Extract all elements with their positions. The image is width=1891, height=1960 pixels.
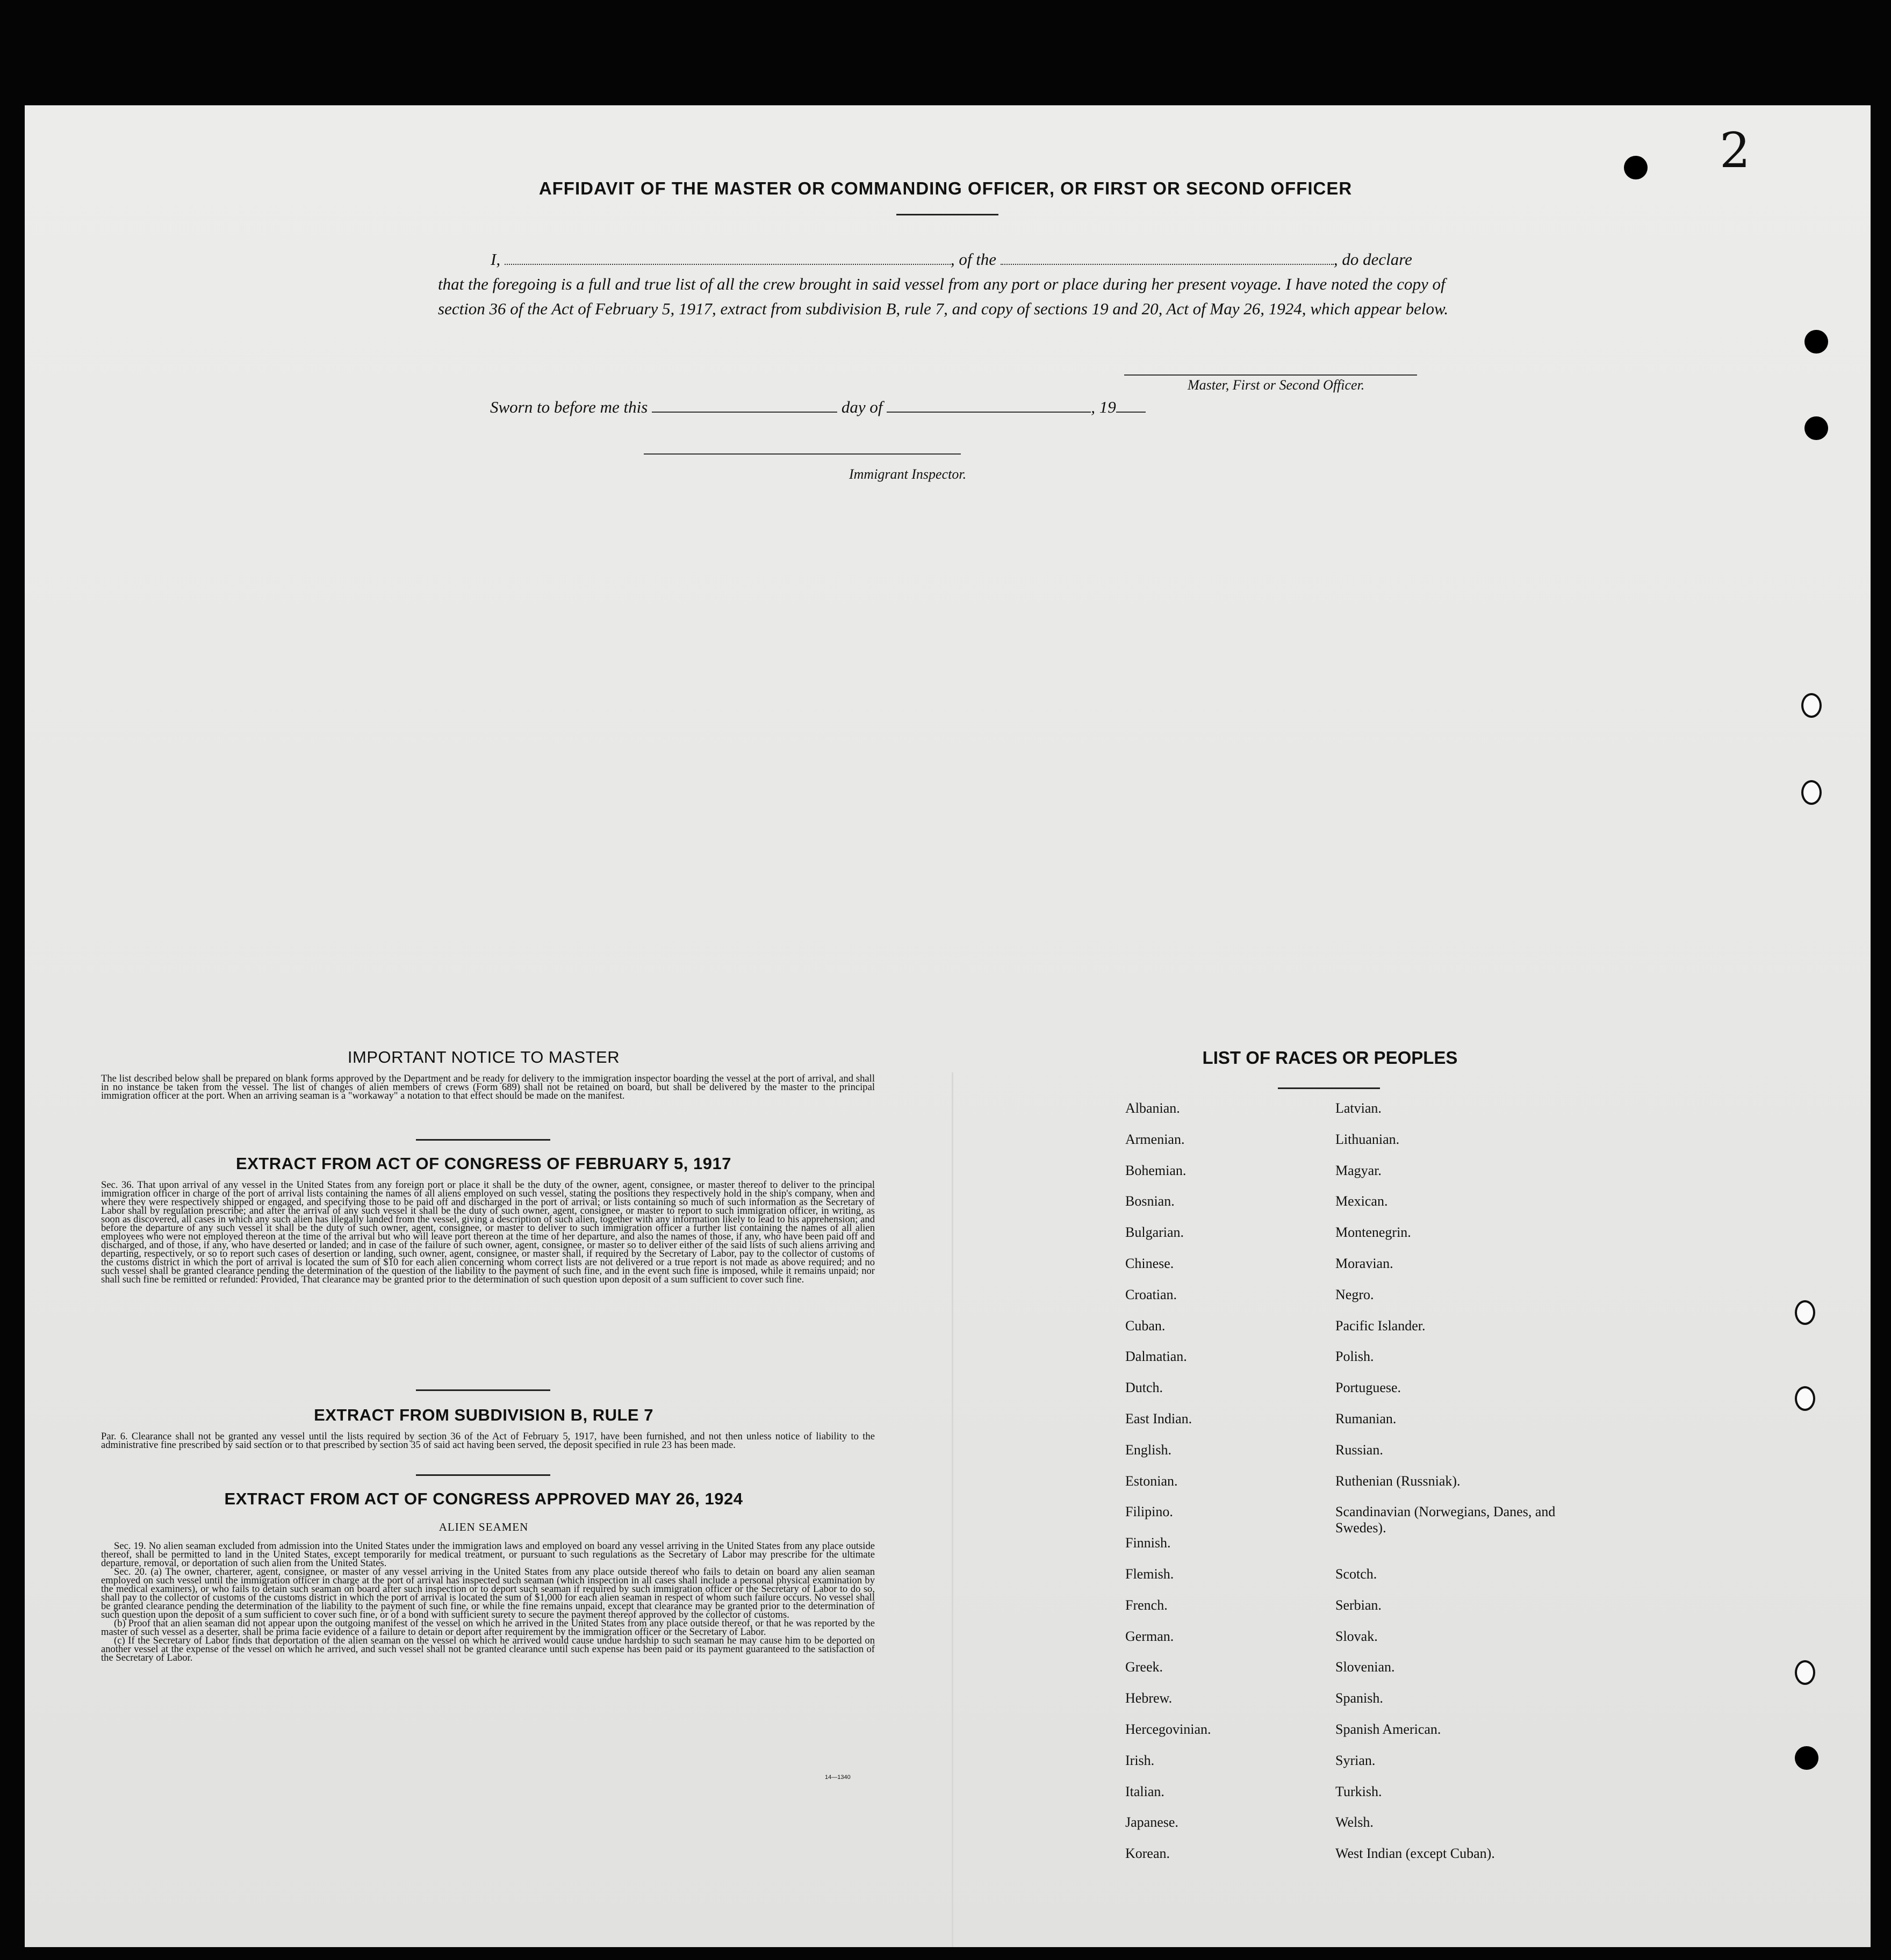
race-item: Rumanian. [1335,1410,1397,1426]
race-item: Slovak. [1335,1628,1378,1644]
race-item: Serbian. [1335,1597,1382,1613]
race-item: Albanian. [1125,1100,1180,1116]
affidavit-declaration [438,247,1459,321]
punch-hole-icon [1804,330,1828,354]
extract-1917-title: EXTRACT FROM ACT OF CONGRESS OF FEBRUARY 5, 1917 [236,1154,731,1173]
officer-signature-line[interactable] [1124,374,1417,376]
race-item: Welsh. [1335,1814,1374,1831]
race-item: Montenegrin. [1335,1224,1411,1241]
of-the-label: , of the [950,250,997,269]
extract-1924-paragraph: (b) Proof that an alien seaman did not appear upon the outgoing manifest of the vessel on which he arrived in the United States from any place outside thereof, or that he was reported by the master of such vessel as a deserter, shall be prima facie evidence of a failure to detain or deport after requirement by the immigration officer or the Secretary of Labor. [101,1618,875,1638]
sworn-year-field[interactable] [1116,401,1146,413]
race-item: Dutch. [1125,1380,1163,1396]
race-item: Flemish. [1125,1566,1174,1582]
race-item: Bosnian. [1125,1193,1175,1209]
sworn-day-of-label: day of [841,398,883,416]
races-title-rule [1278,1087,1380,1089]
race-item: West Indian (except Cuban). [1335,1846,1495,1862]
punch-hole-icon [1801,780,1822,805]
race-item: Finnish. [1125,1535,1171,1551]
race-item: Ruthenian (Russniak). [1335,1473,1461,1489]
notice-text: The list described below shall be prepared on blank forms approved by the Department and be ready for delivery to the immigration inspector boarding the vessel at the port of arrival, and shall in no instance be taken from the vessel. The list of changes of alien members of crews (Form 689) shall not be retained on board, but shall be delivered by the master to the principal immigration officer at the port. When an arriving seaman is a "workaway" a notation to that effect should be made on the manifest. [101,1073,875,1101]
punch-hole-icon [1795,1660,1815,1685]
extract-rule7-title: EXTRACT FROM SUBDIVISION B, RULE 7 [314,1406,653,1424]
race-item: Moravian. [1335,1255,1393,1271]
race-item: Cuban. [1125,1317,1166,1334]
sworn-prefix: Sworn to before me this [490,398,648,416]
races-left-column [1125,1100,1211,1877]
race-item: Latvian. [1335,1100,1382,1116]
extract-1924-title: EXTRACT FROM ACT OF CONGRESS APPROVED MAY 26, 1924 [224,1489,743,1508]
extract-rule7-text: Par. 6. Clearance shall not be granted any vessel until the lists required by section 36 of the Act of February 5, 1917, have been furnished, and not then unless notice of liability to the administrative fine prescribed by said section or to that prescribed by section 35 of said act having been served, the deposit specified in rule 23 has been made. [101,1431,875,1451]
declarant-prefix: I, [491,250,501,269]
race-item: Turkish. [1335,1783,1382,1799]
sworn-line [490,398,1146,417]
extract-1924-subtitle: ALIEN SEAMEN [438,1521,529,1533]
inspector-signature-line[interactable] [644,453,961,455]
extract-1917-text: Sec. 36. That upon arrival of any vessel in the United States from any foreign port or place it shall be the duty of the owner, agent, consignee, or master thereof to deliver to the principal immigration officer in charge of the port of arrival lists containing the names of all aliens employed on such vessel, stating the positions they respectively hold in the ship's company, when and where they were respectively shipped or engaged, and specifying those to be paid off and discharged in the port of arrival; or lists containing so much of such information as the Secretary of Labor shall by regulation prescribe; and after the arrival of any such vessel it shall be the duty of such owner, agent, consignee, or master to report to such immigration officer, in writing, as soon as discovered, all cases in which any such alien has illegally landed from the vessel, giving a description of such alien, together with any information likely to lead to his apprehension; and before the departure of any such vessel it shall be the duty of such owner, agent, consignee, or master to deliver to such immigration officer a further list containing the names of all alien employees who were not employed thereon at the time of the arrival but who will leave port thereon at the time of her departure, and also the names of those, if any, who have been paid off and discharged, and of those, if any, who have deserted or landed; and in case of the failure of such owner, agent, consignee, or master so to deliver either of the said lists of such aliens arriving and departing, respectively, or so to report such cases of desertion or landing, such owner, agent, consignee, or master shall, if required by the Secretary of Labor, pay to the collector of customs of the customs district in which the port of arrival is located the sum of $10 for each alien concerning whom correct lists are not delivered or a true report is not made as above required; and no such vessel shall be granted clearance pending the determination of the question of the liability to the payment of such fine, and in the event such fine is imposed, while it remains unpaid; nor shall such fine be remitted or refunded: Provided, That clearance may be granted prior to the determination of such question upon deposit of a sum sufficient to cover such fine. [101,1179,875,1285]
section-divider [416,1389,550,1391]
sworn-month-field[interactable] [887,401,1091,413]
race-item: Russian. [1335,1442,1383,1458]
race-item: Spanish. [1335,1690,1383,1706]
race-item: Greek. [1125,1659,1163,1675]
notice-title: IMPORTANT NOTICE TO MASTER [347,1048,620,1067]
race-item: Bohemian. [1125,1162,1187,1178]
race-item: Estonian. [1125,1473,1178,1489]
affidavit-title: AFFIDAVIT OF THE MASTER OR COMMANDING OFFICER, OR FIRST OR SECOND OFFICER [538,178,1353,198]
race-item: Japanese. [1125,1814,1178,1831]
punch-hole-icon [1624,156,1648,179]
race-item: Syrian. [1335,1752,1376,1768]
race-item: Negro. [1335,1286,1374,1302]
race-item: Bulgarian. [1125,1224,1184,1241]
race-item: Scandinavian (Norwegians, Danes, and Swedes). [1335,1504,1556,1536]
race-item: Magyar. [1335,1162,1382,1178]
race-item: Scotch. [1335,1566,1377,1582]
race-item: Irish. [1125,1752,1155,1768]
handwritten-page-number: 2 [1720,122,1751,179]
section-divider [416,1139,550,1141]
document-sheet [25,105,1871,1947]
race-item: Portuguese. [1335,1380,1401,1396]
paper-surface [25,105,1871,1947]
extract-1924-paragraph: Sec. 19. No alien seaman excluded from admission into the United States under the immigration laws and employed on board any vessel arriving in the United States from any place outside thereof, shall be permitted to land in the United States, except temporarily for medical treatment, or pursuant to such regulations as the Secretary of Labor may prescribe for the ultimate departure, removal, or deportation of such alien from the United States. [101,1540,875,1569]
vessel-name-field[interactable] [1001,253,1334,265]
race-item: Korean. [1125,1846,1170,1862]
punch-hole-icon [1795,1300,1815,1325]
race-item: East Indian. [1125,1410,1192,1426]
race-item: Spanish American. [1335,1721,1441,1737]
race-item: Armenian. [1125,1131,1185,1147]
race-item: Italian. [1125,1783,1164,1799]
punch-hole-icon [1795,1386,1815,1411]
race-item: French. [1125,1597,1168,1613]
punch-hole-icon [1801,693,1822,718]
title-rule [896,214,998,215]
race-item: Lithuanian. [1335,1131,1400,1147]
page-fold [952,1072,953,1947]
race-item: Filipino. [1125,1504,1173,1520]
races-title: LIST OF RACES OR PEOPLES [1202,1048,1458,1068]
races-right-column [1335,1100,1561,1877]
race-item: Pacific Islander. [1335,1317,1426,1334]
race-item: Mexican. [1335,1193,1388,1209]
declaration-first-line [438,247,1459,272]
race-item: Croatian. [1125,1286,1177,1302]
declaration-body: that the foregoing is a full and true list of all the crew brought in said vessel from any port or place during her present voyage. I have noted the copy of section 36 of the Act of February 5, 1917, extract from subdivision B, rule 7, and copy of sections 19 and 20, Act of May 26, 1924, which appear below. [438,275,1449,318]
race-item: Hercegovinian. [1125,1721,1211,1737]
race-item: German. [1125,1628,1174,1644]
officer-signature-caption: Master, First or Second Officer. [1188,377,1365,393]
extract-1924-paragraph: (c) If the Secretary of Labor finds that deportation of the alien seaman on the vessel on which he arrived would cause undue hardship to such seaman he may cause him to be deported on another vessel at the expense of the vessel on which he arrived, and such vessel shall not be granted clearance until such expense has been paid or its payment guaranteed to the satisfaction of the Secretary of Labor. [101,1635,875,1663]
race-item: Dalmatian. [1125,1349,1187,1365]
inspector-signature-caption: Immigrant Inspector. [849,466,967,482]
declare-label: , do declare [1333,250,1412,269]
form-number: 14—1340 [825,1774,851,1781]
race-item: Chinese. [1125,1255,1174,1271]
punch-hole-icon [1795,1746,1818,1770]
section-divider [416,1474,550,1476]
extract-1924-text [101,1542,875,1662]
sworn-day-field[interactable] [652,401,837,413]
race-item: Slovenian. [1335,1659,1395,1675]
race-item: Polish. [1335,1349,1374,1365]
sworn-year-label: , 19 [1091,398,1116,416]
punch-hole-icon [1804,416,1828,440]
declarant-name-field[interactable] [505,253,951,265]
extract-1924-paragraph: Sec. 20. (a) The owner, charterer, agent, consignee, or master of any vessel arriving in the United States from any place outside thereof who fails to detain on board any alien seaman employed on such vessel until the immigration officer in charge at the port of arrival has inspected such seaman (which inspection in all cases shall include a personal physical examination by the medical examiners), or who fails to detain such seaman on board after such inspection or to deport such seaman if required by such immigration officer or the Secretary of Labor to do so, shall pay to the collector of customs of the customs district in which the port of arrival is located the sum of $1,000 for each alien seaman in respect of whom such failure occurs. No vessel shall be granted clearance pending the determination of the liability to the payment of such fine, or while the fine remains unpaid, except that clearance may be granted prior to the determination of such question upon the deposit of a sum sufficient to cover such fine, or of a bond with sufficient surety to secure the payment thereof approved by the collector of customs. [101,1566,875,1620]
race-item: English. [1125,1442,1171,1458]
race-item: Hebrew. [1125,1690,1173,1706]
